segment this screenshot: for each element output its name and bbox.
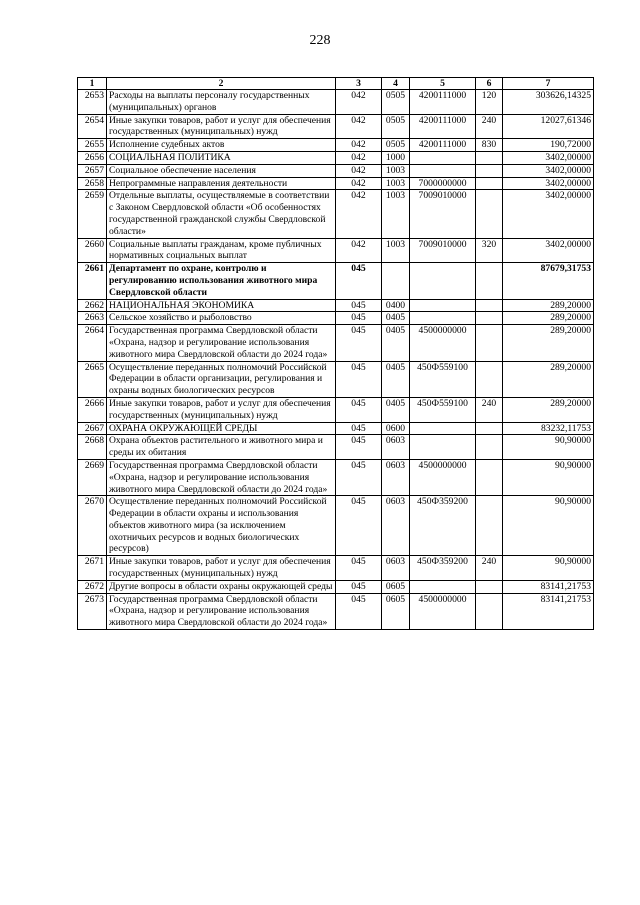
row-section-cell: 0603 bbox=[382, 459, 410, 495]
table-row bbox=[78, 556, 594, 581]
row-number-cell: 2655 bbox=[78, 139, 107, 152]
table-body bbox=[78, 90, 594, 630]
row-vr-cell: 240 bbox=[476, 556, 503, 581]
column-header: 3 bbox=[336, 78, 382, 90]
row-vr-cell bbox=[476, 151, 503, 164]
row-number-cell: 2653 bbox=[78, 90, 107, 115]
row-vr-cell bbox=[476, 299, 503, 312]
row-name-cell: НАЦИОНАЛЬНАЯ ЭКОНОМИКА bbox=[107, 299, 336, 312]
row-grbs-cell: 045 bbox=[336, 397, 382, 422]
row-name-cell: Охрана объектов растительного и животного мира и среды их обитания bbox=[107, 435, 336, 460]
row-vr-cell bbox=[476, 496, 503, 556]
row-vr-cell bbox=[476, 164, 503, 177]
row-number-cell: 2666 bbox=[78, 397, 107, 422]
row-amount-cell: 3402,00000 bbox=[503, 164, 594, 177]
row-amount-cell: 87679,31753 bbox=[503, 263, 594, 299]
row-name-cell: Государственная программа Свердловской области «Охрана, надзор и регулирование использования животного мира Свердловской области до 2024 года» bbox=[107, 325, 336, 361]
row-amount-cell: 90,90000 bbox=[503, 459, 594, 495]
table-row bbox=[78, 435, 594, 460]
row-grbs-cell: 042 bbox=[336, 164, 382, 177]
row-name-cell: Сельское хозяйство и рыболовство bbox=[107, 312, 336, 325]
table-row bbox=[78, 114, 594, 139]
table-row bbox=[78, 164, 594, 177]
row-grbs-cell: 045 bbox=[336, 312, 382, 325]
row-grbs-cell: 045 bbox=[336, 556, 382, 581]
column-header: 2 bbox=[107, 78, 336, 90]
row-section-cell: 0600 bbox=[382, 422, 410, 435]
row-section-cell: 0400 bbox=[382, 299, 410, 312]
row-vr-cell bbox=[476, 422, 503, 435]
row-amount-cell: 90,90000 bbox=[503, 435, 594, 460]
row-number-cell: 2654 bbox=[78, 114, 107, 139]
row-section-cell: 0603 bbox=[382, 435, 410, 460]
row-number-cell: 2662 bbox=[78, 299, 107, 312]
row-amount-cell: 3402,00000 bbox=[503, 238, 594, 263]
row-section-cell: 0505 bbox=[382, 90, 410, 115]
row-number-cell: 2668 bbox=[78, 435, 107, 460]
table-row bbox=[78, 496, 594, 556]
row-name-cell: Социальные выплаты гражданам, кроме публичных нормативных социальных выплат bbox=[107, 238, 336, 263]
row-amount-cell: 3402,00000 bbox=[503, 151, 594, 164]
row-vr-cell bbox=[476, 263, 503, 299]
row-section-cell: 0605 bbox=[382, 593, 410, 629]
row-name-cell: Государственная программа Свердловской области «Охрана, надзор и регулирование использования животного мира Свердловской области до 2024 года» bbox=[107, 459, 336, 495]
row-vr-cell: 830 bbox=[476, 139, 503, 152]
row-grbs-cell: 042 bbox=[336, 238, 382, 263]
row-vr-cell bbox=[476, 361, 503, 397]
row-name-cell: Государственная программа Свердловской области «Охрана, надзор и регулирование использования животного мира Свердловской области до 2024 года» bbox=[107, 593, 336, 629]
row-vr-cell: 240 bbox=[476, 397, 503, 422]
row-vr-cell bbox=[476, 459, 503, 495]
row-name-cell: Департамент по охране, контролю и регулированию использования животного мира Свердловской области bbox=[107, 263, 336, 299]
row-number-cell: 2656 bbox=[78, 151, 107, 164]
column-header: 4 bbox=[382, 78, 410, 90]
row-vr-cell bbox=[476, 325, 503, 361]
row-section-cell: 0405 bbox=[382, 325, 410, 361]
row-name-cell: Иные закупки товаров, работ и услуг для обеспечения государственных (муниципальных) нужд bbox=[107, 556, 336, 581]
row-amount-cell: 90,90000 bbox=[503, 496, 594, 556]
row-amount-cell: 289,20000 bbox=[503, 312, 594, 325]
table-row bbox=[78, 299, 594, 312]
row-vr-cell: 320 bbox=[476, 238, 503, 263]
row-number-cell: 2665 bbox=[78, 361, 107, 397]
row-section-cell: 0405 bbox=[382, 312, 410, 325]
row-section-cell: 0505 bbox=[382, 114, 410, 139]
row-grbs-cell: 042 bbox=[336, 190, 382, 238]
row-name-cell: Осуществление переданных полномочий Российской Федерации в области организации, регулирования и охраны водных биологических ресурсов bbox=[107, 361, 336, 397]
row-grbs-cell: 045 bbox=[336, 593, 382, 629]
row-name-cell: Непрограммные направления деятельности bbox=[107, 177, 336, 190]
row-section-cell: 0605 bbox=[382, 580, 410, 593]
row-number-cell: 2664 bbox=[78, 325, 107, 361]
row-amount-cell: 90,90000 bbox=[503, 556, 594, 581]
row-number-cell: 2672 bbox=[78, 580, 107, 593]
row-amount-cell: 3402,00000 bbox=[503, 177, 594, 190]
table-row bbox=[78, 593, 594, 629]
row-grbs-cell: 045 bbox=[336, 263, 382, 299]
row-number-cell: 2660 bbox=[78, 238, 107, 263]
row-grbs-cell: 042 bbox=[336, 90, 382, 115]
row-vr-cell: 240 bbox=[476, 114, 503, 139]
row-name-cell: Иные закупки товаров, работ и услуг для обеспечения государственных (муниципальных) нужд bbox=[107, 397, 336, 422]
row-name-cell: Иные закупки товаров, работ и услуг для обеспечения государственных (муниципальных) нужд bbox=[107, 114, 336, 139]
budget-table bbox=[77, 77, 594, 630]
row-name-cell: ОХРАНА ОКРУЖАЮЩЕЙ СРЕДЫ bbox=[107, 422, 336, 435]
row-target-cell: 4500000000 bbox=[410, 459, 476, 495]
row-target-cell: 4200111000 bbox=[410, 114, 476, 139]
row-amount-cell: 12027,61346 bbox=[503, 114, 594, 139]
row-number-cell: 2661 bbox=[78, 263, 107, 299]
page-number: 228 bbox=[309, 33, 331, 48]
row-number-cell: 2669 bbox=[78, 459, 107, 495]
table-row bbox=[78, 263, 594, 299]
table-row bbox=[78, 580, 594, 593]
row-number-cell: 2657 bbox=[78, 164, 107, 177]
row-grbs-cell: 042 bbox=[336, 177, 382, 190]
row-name-cell: Осуществление переданных полномочий Российской Федерации в области охраны и использования объектов животного мира (за исключением охотничьих ресурсов и водных биологических ресурсов) bbox=[107, 496, 336, 556]
row-section-cell: 1003 bbox=[382, 164, 410, 177]
row-target-cell: 7009010000 bbox=[410, 238, 476, 263]
row-grbs-cell: 045 bbox=[336, 580, 382, 593]
table-row bbox=[78, 139, 594, 152]
row-name-cell: Социальное обеспечение населения bbox=[107, 164, 336, 177]
row-amount-cell: 3402,00000 bbox=[503, 190, 594, 238]
row-vr-cell bbox=[476, 593, 503, 629]
row-name-cell: Исполнение судебных актов bbox=[107, 139, 336, 152]
row-amount-cell: 83141,21753 bbox=[503, 580, 594, 593]
row-grbs-cell: 045 bbox=[336, 496, 382, 556]
row-target-cell bbox=[410, 164, 476, 177]
column-header: 5 bbox=[410, 78, 476, 90]
row-target-cell: 4200111000 bbox=[410, 90, 476, 115]
row-grbs-cell: 042 bbox=[336, 114, 382, 139]
row-name-cell: Расходы на выплаты персоналу государственных (муниципальных) органов bbox=[107, 90, 336, 115]
column-header: 1 bbox=[78, 78, 107, 90]
row-section-cell: 1003 bbox=[382, 177, 410, 190]
row-amount-cell: 83141,21753 bbox=[503, 593, 594, 629]
row-amount-cell: 289,20000 bbox=[503, 299, 594, 312]
row-number-cell: 2659 bbox=[78, 190, 107, 238]
row-name-cell: СОЦИАЛЬНАЯ ПОЛИТИКА bbox=[107, 151, 336, 164]
row-grbs-cell: 045 bbox=[336, 435, 382, 460]
row-target-cell: 7009010000 bbox=[410, 190, 476, 238]
row-vr-cell bbox=[476, 190, 503, 238]
row-grbs-cell: 045 bbox=[336, 325, 382, 361]
table-row bbox=[78, 397, 594, 422]
row-target-cell bbox=[410, 312, 476, 325]
table-row bbox=[78, 361, 594, 397]
row-target-cell: 450Ф359200 bbox=[410, 496, 476, 556]
table-row bbox=[78, 190, 594, 238]
row-target-cell: 7000000000 bbox=[410, 177, 476, 190]
row-section-cell: 0603 bbox=[382, 496, 410, 556]
row-number-cell: 2670 bbox=[78, 496, 107, 556]
row-grbs-cell: 045 bbox=[336, 459, 382, 495]
row-number-cell: 2658 bbox=[78, 177, 107, 190]
row-section-cell: 1000 bbox=[382, 151, 410, 164]
row-target-cell: 450Ф359200 bbox=[410, 556, 476, 581]
row-section-cell bbox=[382, 263, 410, 299]
row-vr-cell bbox=[476, 312, 503, 325]
row-number-cell: 2667 bbox=[78, 422, 107, 435]
table-row bbox=[78, 422, 594, 435]
row-name-cell: Другие вопросы в области охраны окружающей среды bbox=[107, 580, 336, 593]
row-grbs-cell: 042 bbox=[336, 151, 382, 164]
row-grbs-cell: 045 bbox=[336, 422, 382, 435]
row-number-cell: 2673 bbox=[78, 593, 107, 629]
row-section-cell: 1003 bbox=[382, 190, 410, 238]
row-vr-cell bbox=[476, 177, 503, 190]
column-header: 7 bbox=[503, 78, 594, 90]
row-target-cell: 4500000000 bbox=[410, 325, 476, 361]
row-section-cell: 0505 bbox=[382, 139, 410, 152]
row-target-cell bbox=[410, 263, 476, 299]
row-target-cell bbox=[410, 580, 476, 593]
row-target-cell: 4200111000 bbox=[410, 139, 476, 152]
row-number-cell: 2663 bbox=[78, 312, 107, 325]
row-section-cell: 0405 bbox=[382, 361, 410, 397]
row-number-cell: 2671 bbox=[78, 556, 107, 581]
row-target-cell bbox=[410, 422, 476, 435]
row-target-cell: 450Ф559100 bbox=[410, 397, 476, 422]
row-target-cell bbox=[410, 299, 476, 312]
column-header: 6 bbox=[476, 78, 503, 90]
table-row bbox=[78, 312, 594, 325]
table-row bbox=[78, 238, 594, 263]
row-grbs-cell: 042 bbox=[336, 139, 382, 152]
row-target-cell bbox=[410, 435, 476, 460]
row-grbs-cell: 045 bbox=[336, 299, 382, 312]
row-section-cell: 0603 bbox=[382, 556, 410, 581]
table-row bbox=[78, 151, 594, 164]
table-row bbox=[78, 459, 594, 495]
row-target-cell: 4500000000 bbox=[410, 593, 476, 629]
row-vr-cell: 120 bbox=[476, 90, 503, 115]
table-row bbox=[78, 90, 594, 115]
header-row bbox=[78, 78, 594, 90]
table-row bbox=[78, 177, 594, 190]
row-target-cell: 450Ф559100 bbox=[410, 361, 476, 397]
row-amount-cell: 190,72000 bbox=[503, 139, 594, 152]
row-target-cell bbox=[410, 151, 476, 164]
row-amount-cell: 289,20000 bbox=[503, 325, 594, 361]
row-section-cell: 1003 bbox=[382, 238, 410, 263]
table-row bbox=[78, 325, 594, 361]
row-amount-cell: 303626,14325 bbox=[503, 90, 594, 115]
row-vr-cell bbox=[476, 580, 503, 593]
row-grbs-cell: 045 bbox=[336, 361, 382, 397]
row-amount-cell: 289,20000 bbox=[503, 361, 594, 397]
row-name-cell: Отдельные выплаты, осуществляемые в соответствии с Законом Свердловской области «Об особенностях государственной гражданской службы Свердловской области» bbox=[107, 190, 336, 238]
row-vr-cell bbox=[476, 435, 503, 460]
row-section-cell: 0405 bbox=[382, 397, 410, 422]
row-amount-cell: 289,20000 bbox=[503, 397, 594, 422]
row-amount-cell: 83232,11753 bbox=[503, 422, 594, 435]
